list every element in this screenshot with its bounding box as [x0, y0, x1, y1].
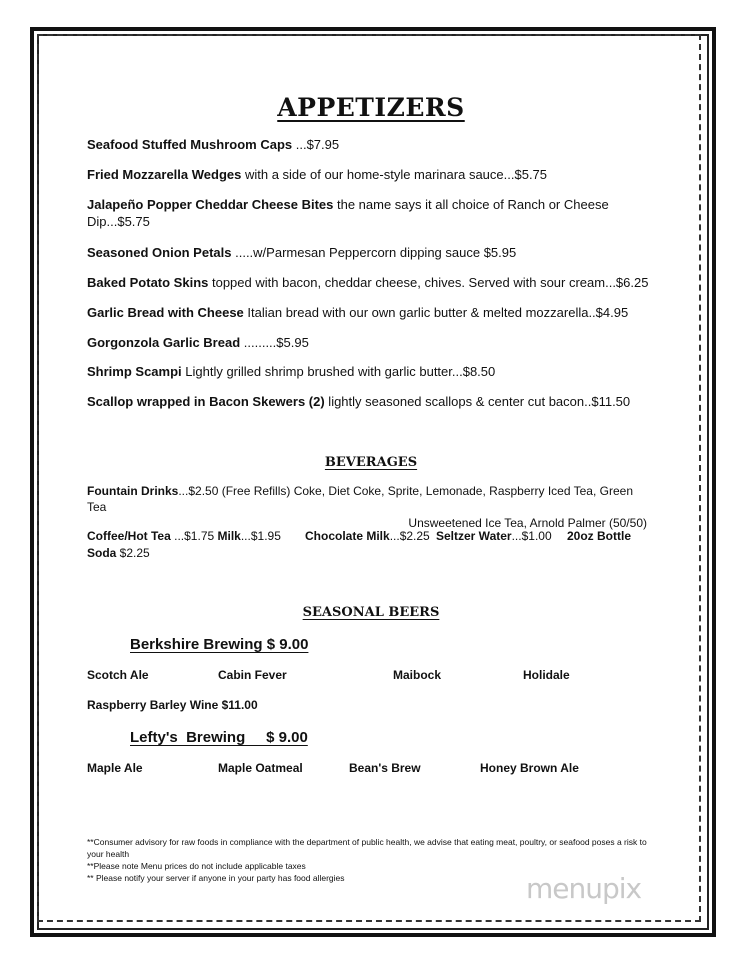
coffee-name: Coffee/Hot Tea: [87, 529, 171, 543]
appetizer-item: [87, 304, 657, 321]
fountain-line1: ...$2.50 (Free Refills) Coke, Diet Coke, Sprite, Lemonade, Raspberry Iced Tea, Green Tea: [87, 484, 634, 514]
item-desc: .........$5.95: [240, 335, 309, 350]
choc-price: ...$2.25: [389, 529, 430, 543]
beer-item: Bean's Brew: [349, 761, 421, 775]
item-name: Seasoned Onion Petals: [87, 245, 232, 260]
beer-item: Cabin Fever: [218, 668, 287, 682]
appetizer-item: [87, 166, 657, 183]
appetizer-item: [87, 363, 657, 380]
beverages-heading: BEVERAGES: [324, 455, 418, 470]
beer-item: Maple Ale: [87, 761, 143, 775]
footnote: **Consumer advisory for raw foods in compliance with the department of public health, we advise that eating meat, poultry, or seafood poses a risk to your health: [87, 837, 647, 859]
item-desc: the name says it all choice of Ranch or Cheese Dip...$5.75: [87, 197, 609, 229]
beer-item: Raspberry Barley Wine $11.00: [87, 698, 258, 712]
page-title: APPETIZERS: [277, 93, 465, 122]
beer-item: Honey Brown Ale: [480, 761, 579, 775]
berkshire-brewing: Berkshire Brewing $ 9.00: [130, 636, 309, 653]
appetizer-item: [87, 136, 657, 153]
soda-name-2: Soda: [87, 546, 117, 560]
milk-price: ...$1.95: [240, 529, 281, 543]
beverage-row: [305, 528, 430, 544]
seltzer-price: ...$1.00: [511, 529, 552, 543]
footnote: **Please note Menu prices do not include applicable taxes: [87, 861, 306, 871]
item-name: Scallop wrapped in Bacon Skewers (2): [87, 394, 325, 409]
item-desc: lightly seasoned scallops & center cut bacon..$11.50: [324, 394, 631, 409]
item-name: Jalapeño Popper Cheddar Cheese Bites: [87, 197, 334, 212]
item-desc: ...$7.95: [292, 137, 340, 152]
item-name: Seafood Stuffed Mushroom Caps: [87, 137, 293, 152]
coffee-price: ...$1.75: [170, 529, 218, 543]
item-desc: Italian bread with our own garlic butter & melted mozzarella..$4.95: [243, 305, 629, 320]
item-name: Fried Mozzarella Wedges: [87, 167, 242, 182]
beverage-row: [87, 545, 150, 561]
fountain-line2: Unsweetened Ice Tea, Arnold Palmer (50/50): [408, 516, 647, 530]
soda-price: $2.25: [116, 546, 150, 560]
seasonal-beers-heading: SEASONAL BEERS: [302, 605, 440, 620]
beverage-row: [567, 528, 631, 544]
beer-item: Maibock: [393, 668, 442, 682]
item-desc: Lightly grilled shrimp brushed with garlic butter...$8.50: [181, 364, 496, 379]
item-desc: topped with bacon, cheddar cheese, chives. Served with sour cream...$6.25: [208, 275, 649, 290]
fountain-name: Fountain Drinks: [87, 484, 179, 498]
milk-name: Milk: [217, 529, 241, 543]
beer-item: Holidale: [523, 668, 570, 682]
appetizer-item: [87, 196, 615, 230]
item-name: Shrimp Scampi: [87, 364, 182, 379]
appetizer-item: [87, 244, 657, 261]
beverage-row: [436, 528, 552, 544]
item-desc: .....w/Parmesan Peppercorn dipping sauce $5.95: [231, 245, 517, 260]
item-desc: with a side of our home-style marinara sauce...$5.75: [241, 167, 548, 182]
appetizer-item: [87, 274, 657, 291]
soda-name-1: 20oz Bottle: [567, 529, 632, 543]
item-name: Garlic Bread with Cheese: [87, 305, 244, 320]
leftys-brewing: Lefty's Brewing $ 9.00: [130, 729, 308, 746]
appetizer-item: [87, 393, 657, 410]
fountain-drinks: [87, 483, 647, 531]
item-name: Baked Potato Skins: [87, 275, 209, 290]
footnote: ** Please notify your server if anyone in your party has food allergies: [87, 873, 345, 883]
seltzer-name: Seltzer Water: [436, 529, 512, 543]
choc-name: Chocolate Milk: [305, 529, 390, 543]
beer-item: Maple Oatmeal: [218, 761, 303, 775]
appetizer-item: [87, 334, 657, 351]
watermark: menupix: [526, 872, 642, 905]
beer-item: Scotch Ale: [87, 668, 149, 682]
item-name: Gorgonzola Garlic Bread: [87, 335, 241, 350]
